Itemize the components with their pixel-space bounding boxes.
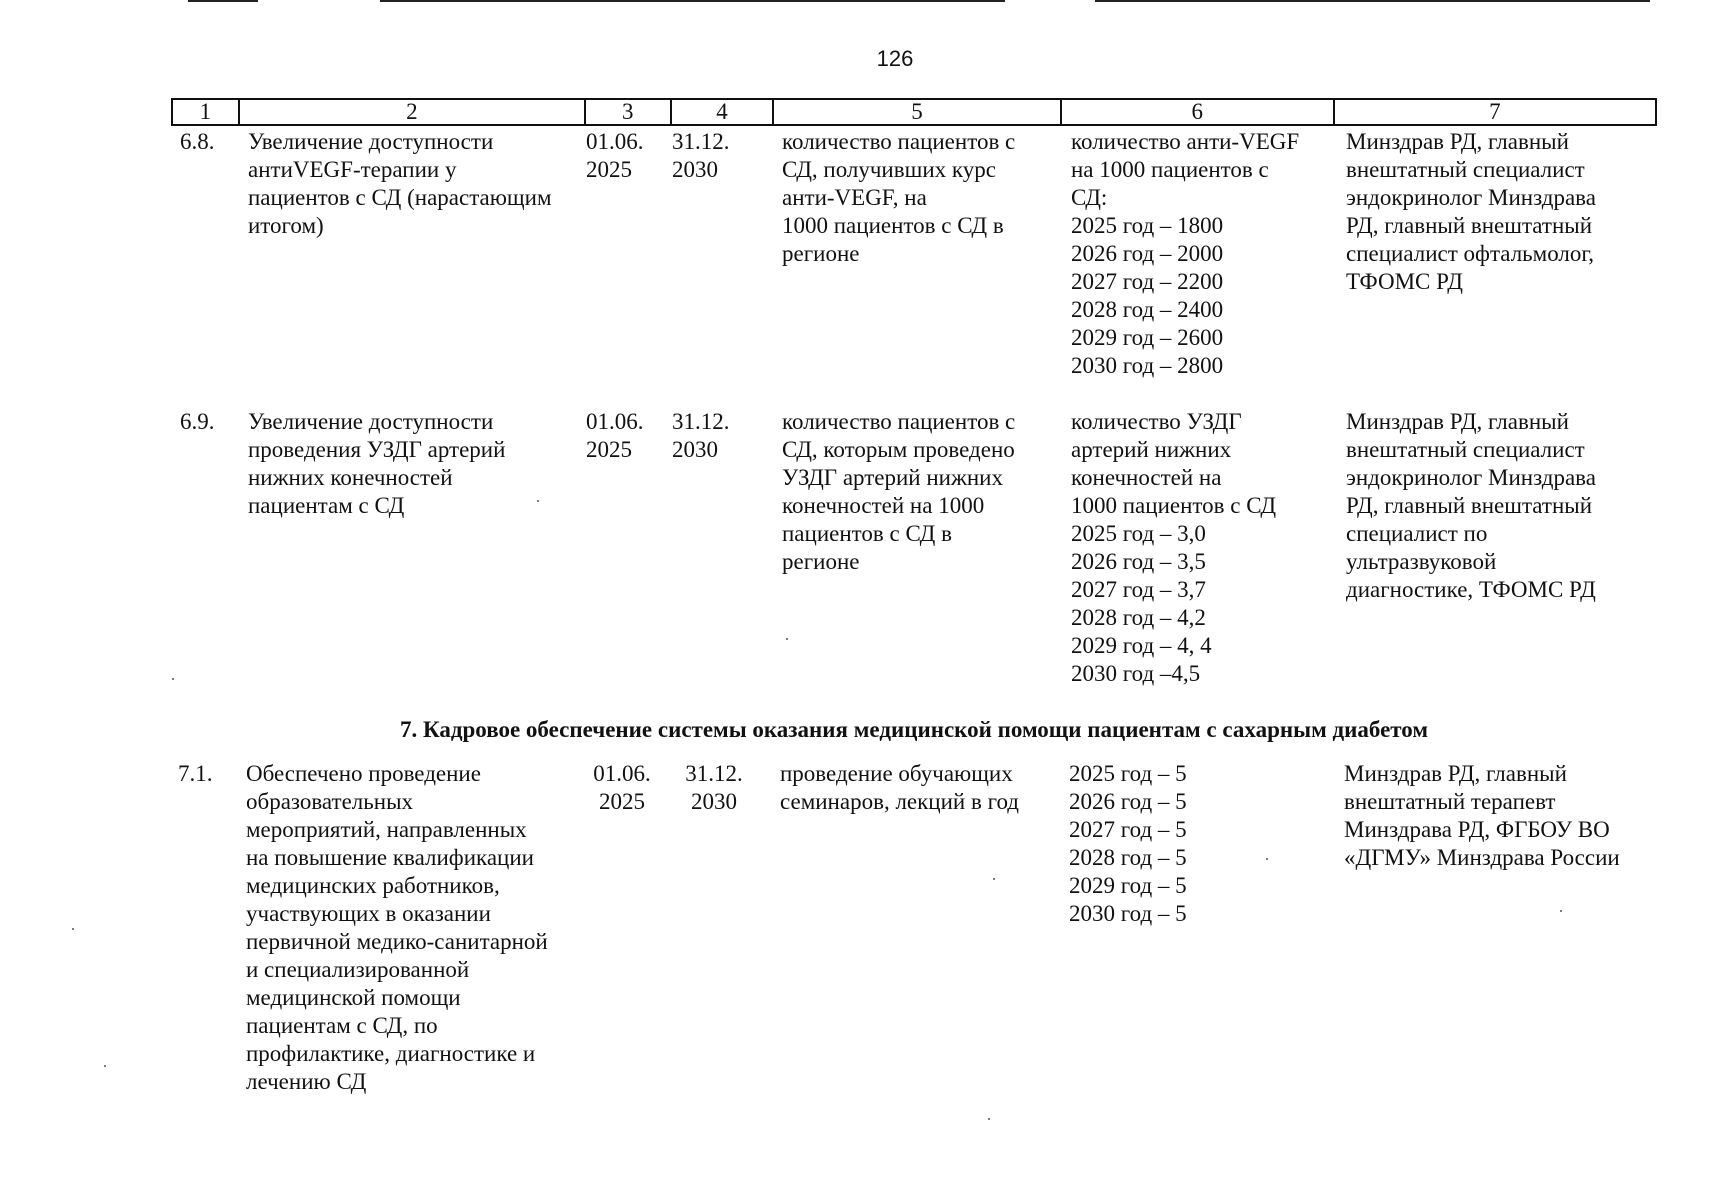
column-header-7: 7: [1489, 99, 1501, 124]
top-rule-left: [188, 0, 258, 2]
column-header-4: 4: [672, 100, 775, 124]
start-date: 01.06. 2025: [586, 409, 644, 462]
activity-description: Увеличение доступности проведения УЗДГ артерий нижних конечностей пациентам с СД: [248, 409, 506, 518]
column-header-5: 5: [774, 100, 1061, 124]
column-header-2: 2: [240, 100, 586, 124]
indicator-description: количество пациентов с СД, получивших курс анти-VEGF, на 1000 пациентов с СД в регионе: [782, 129, 1016, 266]
scan-speck: [537, 500, 539, 502]
column-header-1: 1: [173, 100, 240, 124]
row-number: 6.8.: [180, 129, 215, 154]
section-title: 7. Кадровое обеспечение системы оказания медицинской помощи пациентам с сахарным диабетом: [399, 717, 1429, 742]
scan-speck: [172, 678, 174, 680]
start-date: 01.06. 2025: [593, 761, 651, 814]
scan-speck: [993, 878, 995, 880]
scan-speck: [104, 1065, 106, 1067]
row-number: 7.1.: [178, 761, 213, 786]
scan-speck: [72, 928, 74, 930]
row-number: 6.9.: [180, 409, 215, 434]
end-date: 31.12. 2030: [672, 409, 730, 462]
end-date: 31.12. 2030: [685, 761, 743, 814]
top-rule-middle: [380, 0, 1005, 2]
column-header-6: 6: [1062, 100, 1335, 124]
column-number-header: [171, 98, 1657, 126]
start-date: 01.06. 2025: [586, 129, 644, 182]
indicator-values: количество анти-VEGF на 1000 пациентов с СД: 2025 год – 1800 2026 год – 2000 2027 год – 2200 2028 год – 2400 2029 год – 2600 2030 год – 2800: [1071, 129, 1300, 378]
indicator-values: количество УЗДГ артерий нижних конечностей на 1000 пациентов с СД 2025 год – 3,0 2026 год – 3,5 2027 год – 3,7 2028 год – 4,2 2029 год – 4, 4 2030 год –4,5: [1071, 409, 1277, 686]
indicator-description: проведение обучающих семинаров, лекций в год: [780, 761, 1019, 814]
responsible-parties: Минздрав РД, главный внештатный специалист эндокринолог Минздрава РД, главный внештатный специалист офтальмолог, ТФОМС РД: [1346, 129, 1596, 294]
scan-speck: [1560, 910, 1562, 912]
indicator-values: 2025 год – 5 2026 год – 5 2027 год – 5 2028 год – 5 2029 год – 5 2030 год – 5: [1069, 761, 1187, 926]
scan-speck: [786, 638, 788, 640]
responsible-parties: Минздрав РД, главный внештатный специалист эндокринолог Минздрава РД, главный внештатный специалист по ультразвуковой диагностике, ТФОМС РД: [1346, 409, 1596, 602]
scan-speck: [1266, 858, 1268, 860]
column-header-3: 3: [586, 100, 672, 124]
activity-description: Увеличение доступности антиVEGF-терапии у пациентов с СД (нарастающим итогом): [248, 129, 552, 238]
top-rule-right: [1095, 0, 1650, 2]
responsible-parties: Минздрав РД, главный внештатный терапевт Минздрава РД, ФГБОУ ВО «ДГМУ» Минздрава России: [1344, 761, 1620, 870]
end-date: 31.12. 2030: [672, 129, 730, 182]
scan-speck: [988, 1118, 990, 1120]
activity-description: Обеспечено проведение образовательных мероприятий, направленных на повышение квалификации медицинских работников, участвующих в оказании первичной медико-санитарной и специализированной медицинской помощи пациентам с СД, по профилактике, диагностике и лечению СД: [246, 761, 548, 1094]
page-number: 126: [876, 46, 914, 71]
indicator-description: количество пациентов с СД, которым проведено УЗДГ артерий нижних конечностей на 1000 пациентов с СД в регионе: [782, 409, 1016, 574]
